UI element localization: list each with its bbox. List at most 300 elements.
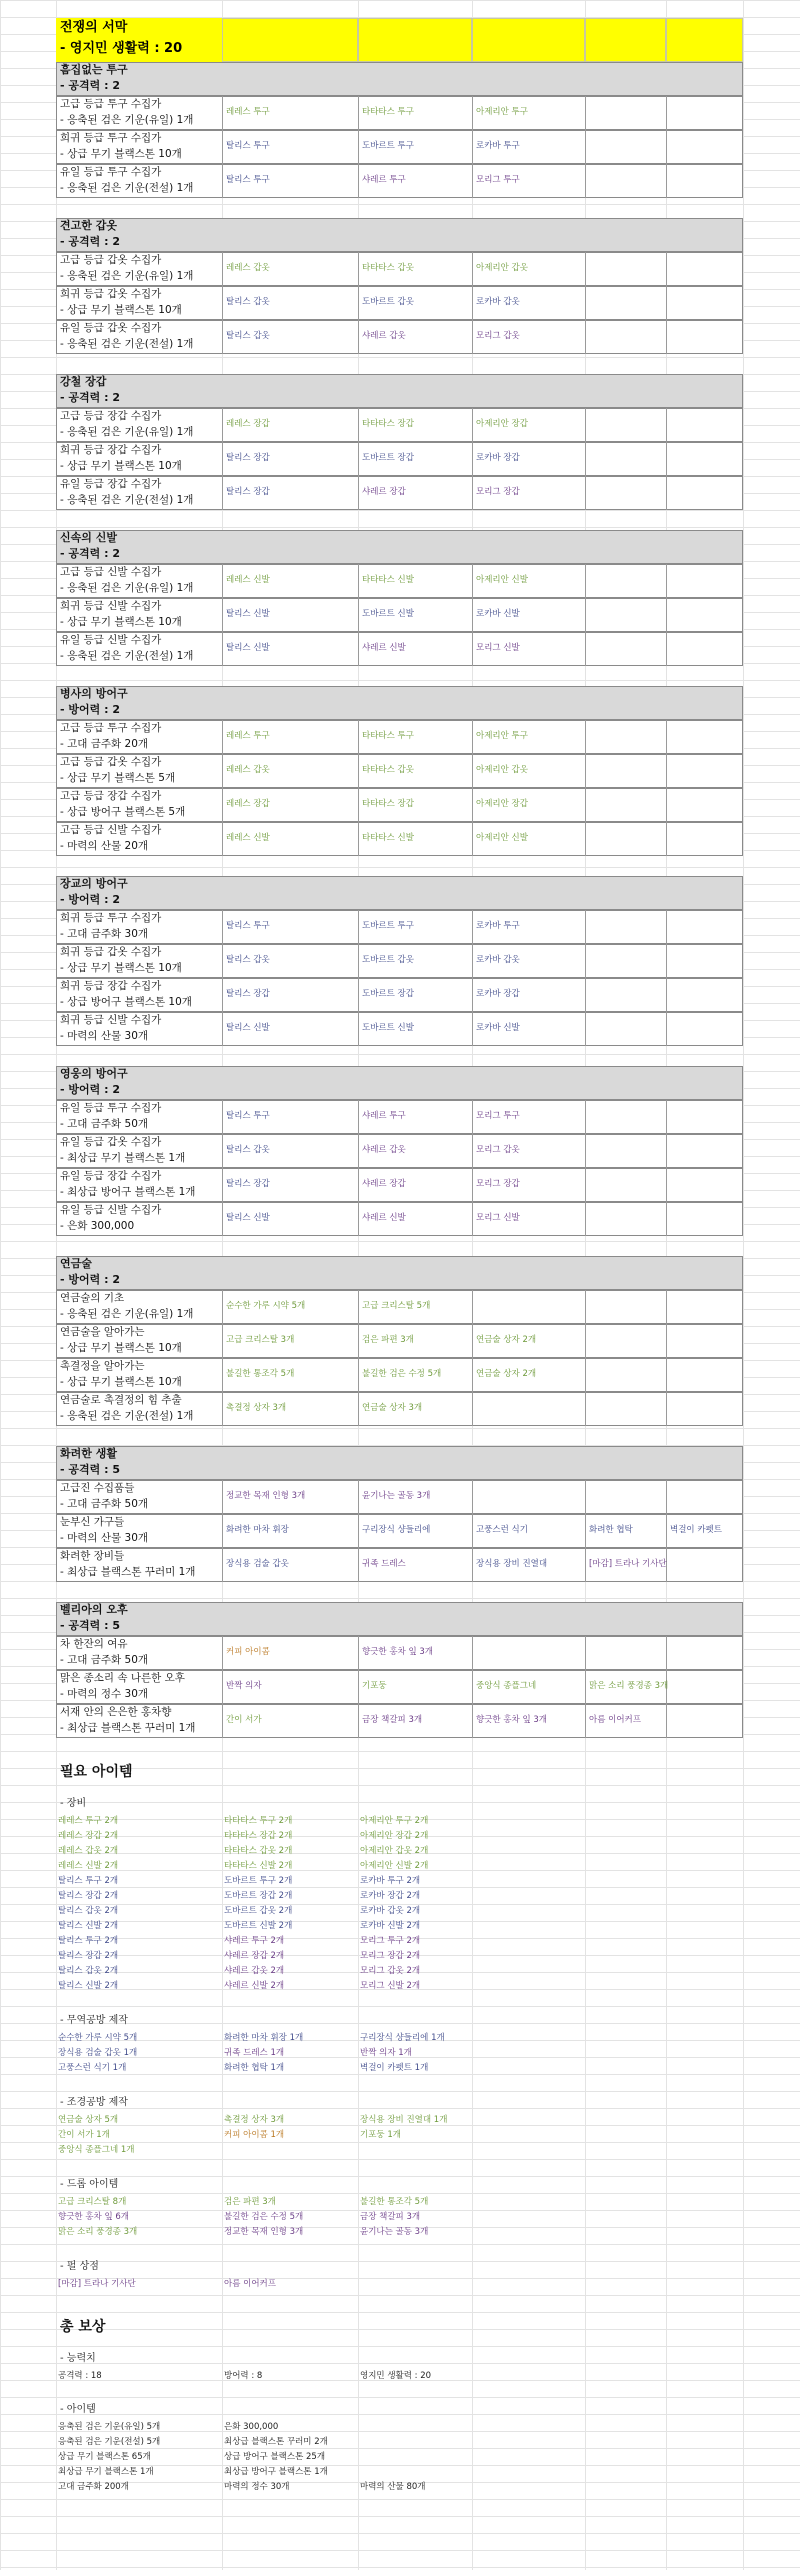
required-item: 벽걸이 카펫트 [670,1525,722,1535]
required-item: 연금술 상자 2개 [476,1369,537,1379]
group-label: - 장비 [60,1798,87,1809]
cell-divider [585,408,586,442]
reward-item: 응축된 검은 기운(전설) 5개 [58,2437,161,2447]
cell-divider [472,130,473,164]
needed-item: 타타타스 신발 2개 [224,1861,293,1871]
quest-name: 유일 등급 투구 수집가 [60,166,162,178]
needed-item: 모리그 투구 2개 [360,1936,421,1946]
reward-item: 고대 금주화 200개 [58,2482,129,2492]
cell-divider [666,252,667,286]
required-item: 연금술 상자 2개 [476,1335,537,1345]
cell-divider [222,1168,223,1202]
cell-divider [222,1324,223,1358]
needed-item: 레레스 장갑 2개 [58,1831,119,1841]
cell-divider [472,564,473,598]
cell-divider [358,788,359,822]
quest-name: 고급진 수집품들 [60,1482,135,1494]
cell-divider [358,320,359,354]
required-item: 레레스 신발 [226,833,270,843]
cell-divider [585,822,586,856]
cell-divider [222,1480,223,1514]
cell-divider [472,320,473,354]
needed-items-header: 필요 아이템 [60,1764,133,1780]
cell-divider [585,96,586,130]
cell-divider [222,910,223,944]
needed-item: 아제리안 장갑 2개 [360,1831,429,1841]
cell-divider [358,822,359,856]
needed-item: 탈리스 투구 2개 [58,1936,119,1946]
ability-label: - 능력치 [60,2353,96,2364]
cell-divider [585,1168,586,1202]
cell-divider [585,1636,586,1670]
cell-divider [472,1392,473,1426]
quest-name: 고급 등급 투구 수집가 [60,722,162,734]
reward-item: 은화 300,000 [224,2422,279,2432]
quest-reward: - 상급 무기 블랙스톤 10개 [60,148,182,160]
section-title: 연금술 [60,1257,92,1270]
cell-divider [472,1100,473,1134]
cell-divider [585,1514,586,1548]
cell-divider [358,130,359,164]
reward-item: 최상급 방어구 블랙스톤 1개 [224,2467,328,2477]
quest-name: 희귀 등급 신발 수집가 [60,1014,162,1026]
required-item: 장식용 검술 갑옷 [226,1559,289,1569]
title-cell [222,18,358,62]
cell-divider [666,320,667,354]
total-rewards-header: 총 보상 [60,2319,106,2335]
required-item: 아제리안 신발 [476,575,528,585]
required-item: 도바르트 신발 [362,609,414,619]
quest-reward: - 상급 무기 블랙스톤 10개 [60,1342,182,1354]
ability-value: 방어력 : 8 [224,2371,263,2381]
cell-divider [222,1392,223,1426]
needed-item: 레레스 투구 2개 [58,1816,119,1826]
cell-divider [472,1202,473,1236]
quest-name: 유일 등급 갑옷 수집가 [60,322,162,334]
section-header [56,530,743,564]
cell-divider [358,252,359,286]
cell-divider [585,286,586,320]
cell-divider [358,96,359,130]
required-item: 도바르트 장갑 [362,989,414,999]
cell-divider [666,1358,667,1392]
group-label: - 무역공방 제작 [60,2015,128,2026]
needed-item: 촉결정 상자 3개 [224,2115,285,2125]
cell-divider [666,564,667,598]
quest-name: 희귀 등급 장갑 수집가 [60,980,162,992]
cell-divider [666,164,667,198]
cell-divider [222,564,223,598]
section-stat: - 공격력 : 5 [60,1619,120,1632]
required-item: 아제리안 장갑 [476,419,528,429]
cell-divider [222,754,223,788]
needed-item: 귀족 드레스 1개 [224,2048,285,2058]
required-item: 아제리안 투구 [476,731,528,741]
required-item: 중앙식 종플그네 [476,1681,537,1691]
required-item: 모리그 갑옷 [476,331,520,341]
quest-name: 눈부신 가구들 [60,1516,125,1528]
cell-divider [585,1358,586,1392]
cell-divider [472,252,473,286]
needed-item: 도바르트 투구 2개 [224,1876,293,1886]
quest-reward: - 응축된 검은 기운(전설) 1개 [60,338,194,350]
cell-divider [666,476,667,510]
quest-reward: - 고대 금주화 20개 [60,738,149,750]
needed-item: 탈리스 신발 2개 [58,1981,119,1991]
needed-item: 모리그 갑옷 2개 [360,1966,421,1976]
required-item: 장식용 장비 진열대 [476,1559,548,1569]
required-item: 탈리스 신발 [226,1213,270,1223]
cell-divider [666,944,667,978]
title-cell [585,18,666,62]
section-header [56,1602,743,1636]
needed-item: 간이 서가 1개 [58,2130,110,2140]
needed-item: 기포둥 1개 [360,2130,401,2140]
section-stat: - 공격력 : 2 [60,391,120,404]
cell-divider [222,252,223,286]
section-title: 견고한 갑옷 [60,219,117,232]
required-item: 탈리스 장갑 [226,453,270,463]
section-title: 영웅의 방어구 [60,1067,128,1080]
section-stat: - 공격력 : 2 [60,79,120,92]
required-item: 탈리스 신발 [226,1023,270,1033]
required-item: 로카바 신발 [476,1023,520,1033]
required-item: 고급 크리스탈 3개 [226,1335,295,1345]
required-item: 맑은 소리 풍경종 3개 [589,1681,669,1691]
section-header [56,1446,743,1480]
required-item: 레레스 장갑 [226,419,270,429]
required-item: 화려한 마차 휘장 [226,1525,289,1535]
needed-item: 고급 크리스탈 8개 [58,2197,127,2207]
quest-name: 연금술로 촉결정의 힘 추출 [60,1394,182,1406]
quest-reward: - 마력의 정수 30개 [60,1688,149,1700]
cell-divider [358,1290,359,1324]
cell-divider [472,1012,473,1046]
needed-item: 모리그 장갑 2개 [360,1951,421,1961]
cell-divider [472,1358,473,1392]
needed-item: 탈리스 장갑 2개 [58,1891,119,1901]
quest-name: 희귀 등급 투구 수집가 [60,132,162,144]
cell-divider [585,1670,586,1704]
cell-divider [358,1392,359,1426]
required-item: 샤레르 갑옷 [362,1145,406,1155]
quest-reward: - 응축된 검은 기운(유일) 1개 [60,1308,194,1320]
cell-divider [666,286,667,320]
cell-divider [585,1012,586,1046]
required-item: 모리그 장갑 [476,1179,520,1189]
cell-divider [585,1134,586,1168]
required-item: 정교한 목재 인형 3개 [226,1491,306,1501]
quest-name: 유일 등급 투구 수집가 [60,1102,162,1114]
reward-item: 최상급 무기 블랙스톤 1개 [58,2467,154,2477]
cell-divider [222,944,223,978]
required-item: 불길한 통조각 5개 [226,1369,295,1379]
required-item: [마감] 트라나 기사단 [589,1559,667,1569]
cell-divider [222,1358,223,1392]
required-item: 로카바 투구 [476,921,520,931]
needed-item: 샤레르 신발 2개 [224,1981,285,1991]
cell-divider [222,1290,223,1324]
required-item: 탈리스 투구 [226,921,270,931]
section-header [56,218,743,252]
needed-item: 금장 책갈피 3개 [360,2212,421,2222]
required-item: 귀족 드레스 [362,1559,406,1569]
cell-divider [666,910,667,944]
quest-reward: - 상급 무기 블랙스톤 10개 [60,962,182,974]
required-item: 모리그 투구 [476,175,520,185]
cell-divider [472,978,473,1012]
needed-item: 타타타스 투구 2개 [224,1816,293,1826]
quest-reward: - 고대 금주화 50개 [60,1654,149,1666]
reward-item: 마력의 정수 30개 [224,2482,290,2492]
cell-divider [666,822,667,856]
cell-divider [666,1134,667,1168]
needed-item: 아제리안 투구 2개 [360,1816,429,1826]
quest-reward: - 상급 무기 블랙스톤 10개 [60,460,182,472]
quest-name: 고급 등급 갑옷 수집가 [60,756,162,768]
cell-divider [358,1358,359,1392]
required-item: 탈리스 장갑 [226,989,270,999]
required-item: 모리그 투구 [476,1111,520,1121]
quest-name: 유일 등급 갑옷 수집가 [60,1136,162,1148]
required-item: 모리그 장갑 [476,487,520,497]
cell-divider [666,1514,667,1548]
needed-item: 장식용 장비 진열대 1개 [360,2115,448,2125]
quest-reward: - 상급 무기 블랙스톤 10개 [60,304,182,316]
required-item: 아름 이어커프 [589,1715,641,1725]
cell-divider [358,1168,359,1202]
quest-reward: - 응축된 검은 기운(유일) 1개 [60,270,194,282]
required-item: 도바르트 투구 [362,141,414,151]
cell-divider [222,1704,223,1738]
needed-item: 탈리스 갑옷 2개 [58,1966,119,1976]
required-item: 도바르트 갑옷 [362,297,414,307]
cell-divider [666,598,667,632]
quest-name: 고급 등급 장갑 수집가 [60,790,162,802]
cell-divider [472,944,473,978]
required-item: 촉결정 상자 3개 [226,1403,287,1413]
cell-divider [666,96,667,130]
title-cell [666,18,743,62]
section-stat: - 방어력 : 2 [60,703,120,716]
cell-divider [472,1670,473,1704]
cell-divider [666,1704,667,1738]
cell-divider [222,1100,223,1134]
needed-item: 탈리스 갑옷 2개 [58,1906,119,1916]
needed-item: 윤기나는 골동 3개 [360,2227,429,2237]
needed-item: 화려한 마차 휘장 1개 [224,2033,304,2043]
quest-name: 서재 안의 은은한 홍차향 [60,1706,172,1718]
required-item: 아제리안 신발 [476,833,528,843]
required-item: 타타타스 갑옷 [362,765,414,775]
quest-reward: - 마력의 산물 20개 [60,840,149,852]
required-item: 아제리안 장갑 [476,799,528,809]
cell-divider [666,720,667,754]
cell-divider [358,1202,359,1236]
quest-reward: - 응축된 검은 기운(유일) 1개 [60,582,194,594]
group-label: - 드롭 아이템 [60,2179,119,2190]
section-header [56,876,743,910]
cell-divider [666,1636,667,1670]
quest-reward: - 응축된 검은 기운(전설) 1개 [60,494,194,506]
cell-divider [358,1704,359,1738]
quest-name: 고급 등급 장갑 수집가 [60,410,162,422]
cell-divider [666,788,667,822]
required-item: 도바르트 신발 [362,1023,414,1033]
required-item: 샤레르 장갑 [362,487,406,497]
required-item: 타타타스 갑옷 [362,263,414,273]
cell-divider [472,164,473,198]
cell-divider [666,442,667,476]
required-item: 탈리스 투구 [226,141,270,151]
cell-divider [472,476,473,510]
required-item: 도바르트 갑옷 [362,955,414,965]
section-stat: - 방어력 : 2 [60,1083,120,1096]
cell-divider [222,1202,223,1236]
section-header [56,62,743,96]
cell-divider [222,1636,223,1670]
cell-divider [358,978,359,1012]
cell-divider [585,1100,586,1134]
reward-item: 응축된 검은 기운(유일) 5개 [58,2422,161,2432]
quest-name: 화려한 장비들 [60,1550,125,1562]
cell-divider [585,1480,586,1514]
section-title: 신속의 신발 [60,531,117,544]
cell-divider [358,944,359,978]
required-item: 샤레르 투구 [362,1111,406,1121]
required-item: 탈리스 갑옷 [226,955,270,965]
quest-name: 연금술의 기초 [60,1292,125,1304]
needed-item: 중앙식 종플그네 1개 [58,2145,135,2155]
cell-divider [585,788,586,822]
quest-reward: - 최상급 블랙스톤 꾸러미 1개 [60,1722,196,1734]
page-subtitle: - 영지민 생활력 : 20 [60,41,183,56]
needed-item: 고풍스런 식기 1개 [58,2063,127,2073]
required-item: 연금술 상자 3개 [362,1403,423,1413]
page-title: 전쟁의 서막 [60,20,128,35]
needed-item: 모리그 신발 2개 [360,1981,421,1991]
cell-divider [472,1548,473,1582]
cell-divider [472,1636,473,1670]
quest-name: 희귀 등급 갑옷 수집가 [60,288,162,300]
cell-divider [222,96,223,130]
required-item: 도바르트 투구 [362,921,414,931]
cell-divider [358,286,359,320]
section-header [56,686,743,720]
required-item: 향긋한 홍차 잎 3개 [476,1715,547,1725]
section-stat: - 공격력 : 2 [60,547,120,560]
cell-divider [666,408,667,442]
cell-divider [222,164,223,198]
cell-divider [585,1704,586,1738]
needed-item: 로카바 갑옷 2개 [360,1906,421,1916]
quest-reward: - 고대 금주화 50개 [60,1498,149,1510]
needed-item: 로카바 투구 2개 [360,1876,421,1886]
needed-item: 순수한 가루 시약 5개 [58,2033,138,2043]
required-item: 로카바 장갑 [476,989,520,999]
needed-item: 샤레르 장갑 2개 [224,1951,285,1961]
cell-divider [358,1514,359,1548]
required-item: 모리그 신발 [476,1213,520,1223]
group-label: - 조경공방 제작 [60,2097,128,2108]
section-header [56,1066,743,1100]
quest-name: 고급 등급 신발 수집가 [60,824,162,836]
required-item: 샤레르 갑옷 [362,331,406,341]
needed-item: 구리장식 샹들리에 1개 [360,2033,445,2043]
cell-divider [358,1100,359,1134]
needed-item: 맑은 소리 풍경종 3개 [58,2227,138,2237]
reward-items-label: - 아이템 [60,2404,96,2415]
required-item: 탈리스 신발 [226,643,270,653]
cell-divider [222,1134,223,1168]
quest-reward: - 마력의 산물 30개 [60,1532,149,1544]
needed-item: 로카바 장갑 2개 [360,1891,421,1901]
required-item: 아제리안 갑옷 [476,263,528,273]
cell-divider [585,1392,586,1426]
required-item: 고급 크리스탈 5개 [362,1301,431,1311]
required-item: 윤기나는 골동 3개 [362,1491,431,1501]
quest-reward: - 최상급 블랙스톤 꾸러미 1개 [60,1566,196,1578]
cell-divider [358,1012,359,1046]
needed-item: 아제리안 신발 2개 [360,1861,429,1871]
section-header [56,374,743,408]
needed-item: 샤레르 갑옷 2개 [224,1966,285,1976]
required-item: 레레스 장갑 [226,799,270,809]
reward-item: 상급 방어구 블랙스톤 25개 [224,2452,326,2462]
quest-name: 차 한잔의 여유 [60,1638,128,1650]
cell-divider [666,1290,667,1324]
cell-divider [585,598,586,632]
quest-reward: - 상급 무기 블랙스톤 10개 [60,616,182,628]
required-item: 로카바 투구 [476,141,520,151]
quest-reward: - 상급 무기 블랙스톤 5개 [60,772,176,784]
required-item: 샤레르 투구 [362,175,406,185]
cell-divider [666,1480,667,1514]
cell-divider [222,442,223,476]
required-item: 탈리스 장갑 [226,1179,270,1189]
needed-item: 향긋한 홍차 잎 6개 [58,2212,129,2222]
required-item: 고풍스런 식기 [476,1525,528,1535]
required-item: 탈리스 장갑 [226,487,270,497]
group-label: - 펄 상점 [60,2261,99,2272]
quest-reward: - 응축된 검은 기운(유일) 1개 [60,426,194,438]
required-item: 모리그 갑옷 [476,1145,520,1155]
quest-name: 유일 등급 신발 수집가 [60,1204,162,1216]
required-item: 로카바 장갑 [476,453,520,463]
ability-value: 영지민 생활력 : 20 [360,2371,432,2381]
needed-item: 커피 아이콤 1개 [224,2130,285,2140]
section-title: 흠집없는 투구 [60,63,128,76]
cell-divider [585,564,586,598]
required-item: 아제리안 투구 [476,107,528,117]
required-item: 타타타스 장갑 [362,799,414,809]
needed-item: 샤레르 투구 2개 [224,1936,285,1946]
cell-divider [585,164,586,198]
needed-item: 타타타스 장갑 2개 [224,1831,293,1841]
required-item: 구리장식 샹들리에 [362,1525,431,1535]
cell-divider [585,632,586,666]
required-item: 로카바 신발 [476,609,520,619]
required-item: 레레스 투구 [226,107,270,117]
cell-divider [585,910,586,944]
cell-divider [358,598,359,632]
quest-name: 희귀 등급 투구 수집가 [60,912,162,924]
needed-item: 장식용 검술 갑옷 1개 [58,2048,138,2058]
section-stat: - 공격력 : 5 [60,1463,120,1476]
needed-item: 탈리스 장갑 2개 [58,1951,119,1961]
cell-divider [585,978,586,1012]
quest-name: 유일 등급 장갑 수집가 [60,1170,162,1182]
